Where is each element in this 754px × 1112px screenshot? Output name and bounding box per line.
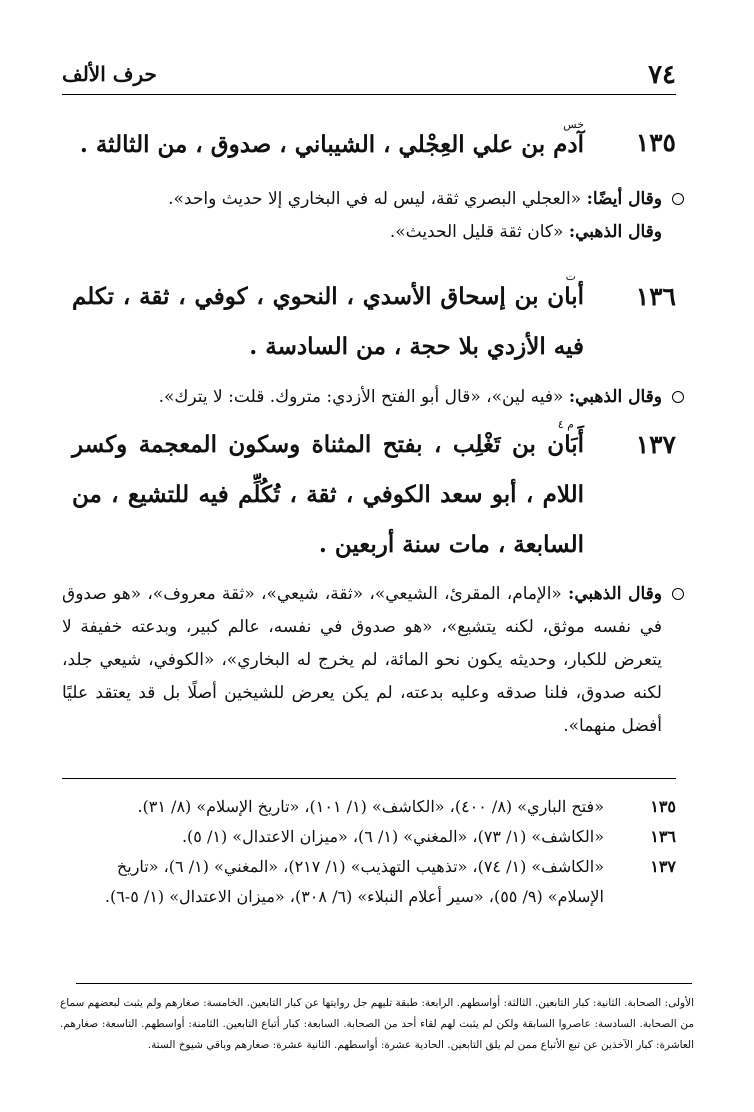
note-line: وقال الذهبي: «الإمام، المقرئ، الشيعي»، «ثقة، شيعي»، «ثقة معروف»، «هو صدوق في نفسه موثق، لكنه يتشيع»، «هو صدوق في نفسه، عالم كبير، وبدعته خفيفة لا يتعرض للكبار، وحديثه يكون نحو المائة، لم يخرج له البخاري»، «الكوفي، شيعي جلد، لكنه صدوق، فلنا صدقه وعليه بدعته، لم يكن يعرض للشيخين أصلًا بل قد يعتقد عليًا أفضل منهما».: [62, 584, 662, 736]
footnote-separator: [62, 778, 676, 779]
note-line: وقال أيضًا: «العجلي البصري ثقة، ليس له في البخاري إلا حديث واحد».: [168, 189, 662, 209]
bullet-circle-icon: [672, 588, 684, 600]
entry-137: [72, 418, 676, 580]
entry-text: ت أبان بن إسحاق الأسدي ، النحوي ، كوفي ، ثقة ، تكلم فيه الأزدي بلا حجة ، من السادسة .: [72, 272, 584, 372]
entry-136: [72, 270, 676, 382]
bullet-circle-icon: [672, 391, 684, 403]
bullet-circle-icon: [672, 193, 684, 205]
reference-137: ١٣٧ «الكاشف» (١/ ٧٤)، «تذهيب التهذيب» (١/ ٢١٧)، «المغني» (١/ ٦)، «تاريخ الإسلام» (٩/ ٥٥)، «سير أعلام النبلاء» (٦/ ٣٠٨)، «ميزان الاعتدال» (١/ ٥-٦).: [104, 857, 676, 906]
page-number: ٧٤: [648, 60, 676, 90]
reference-136: ١٣٦ «الكاشف» (١/ ٧٣)، «المغني» (١/ ٦)، «ميزان الاعتدال» (١/ ٥).: [181, 827, 676, 846]
rumuz-symbol: ت: [565, 270, 576, 283]
note-line: وقال الذهبي: «كان ثقة قليل الحديث».: [389, 222, 662, 242]
note-135: [62, 183, 684, 249]
rumuz-symbol: م ٤: [557, 418, 574, 431]
tabaqat-legend: الأولى: الصحابة. الثانية: كبار التابعين. الثالثة: أواسطهم. الرابعة: طبقة تليهم جل روايتها عن كبار التابعين. الخامسة: صغارهم ولم يثبت لبعضهم سماع من الصحابة. السادسة: عاصروا السابقة ولكن لم يثبت لهم لقاء أحد من الصحابة. السابعة: كبار أتباع التابعين. الثامنة: أواسطهم. التاسعة: صغارهم. العاشرة: كبار الآخذين عن تبع الأتباع ممن لم يلق التابعين. الحادية عشرة: أواسطهم. الثانية عشرة: صغارهم وباقي شيوخ الستة.: [60, 997, 694, 1051]
note-line: وقال الذهبي: «فيه لين»، «قال أبو الفتح الأزدي: متروك. قلت: لا يترك».: [158, 387, 662, 407]
running-title: حرف الألف: [62, 62, 157, 86]
entry-number: ١٣٧: [635, 430, 676, 459]
note-137: [62, 578, 684, 743]
entry-number: ١٣٦: [635, 282, 676, 311]
entry-number: ١٣٥: [635, 128, 676, 157]
entry-135: [72, 118, 676, 178]
page-header: [62, 58, 676, 95]
legend-separator: [76, 983, 692, 984]
rumuz-symbol: خس: [563, 118, 584, 131]
entry-text: م ٤ أَبَان بن تَغْلِب ، بفتح المثناة وسكون المعجمة وكسر اللام ، أبو سعد الكوفي ، ثقة ، تُكُلِّم فيه للتشيع ، من السابعة ، مات سنة أربعين .: [72, 420, 584, 570]
entry-text: خس آدم بن علي العِجْلي ، الشيباني ، صدوق ، من الثالثة .: [72, 120, 584, 170]
reference-135: ١٣٥ «فتح الباري» (٨/ ٤٠٠)، «الكاشف» (١/ ١٠١)، «تاريخ الإسلام» (٨/ ٣١).: [137, 797, 676, 816]
references: [62, 792, 676, 912]
note-136: [62, 381, 684, 414]
